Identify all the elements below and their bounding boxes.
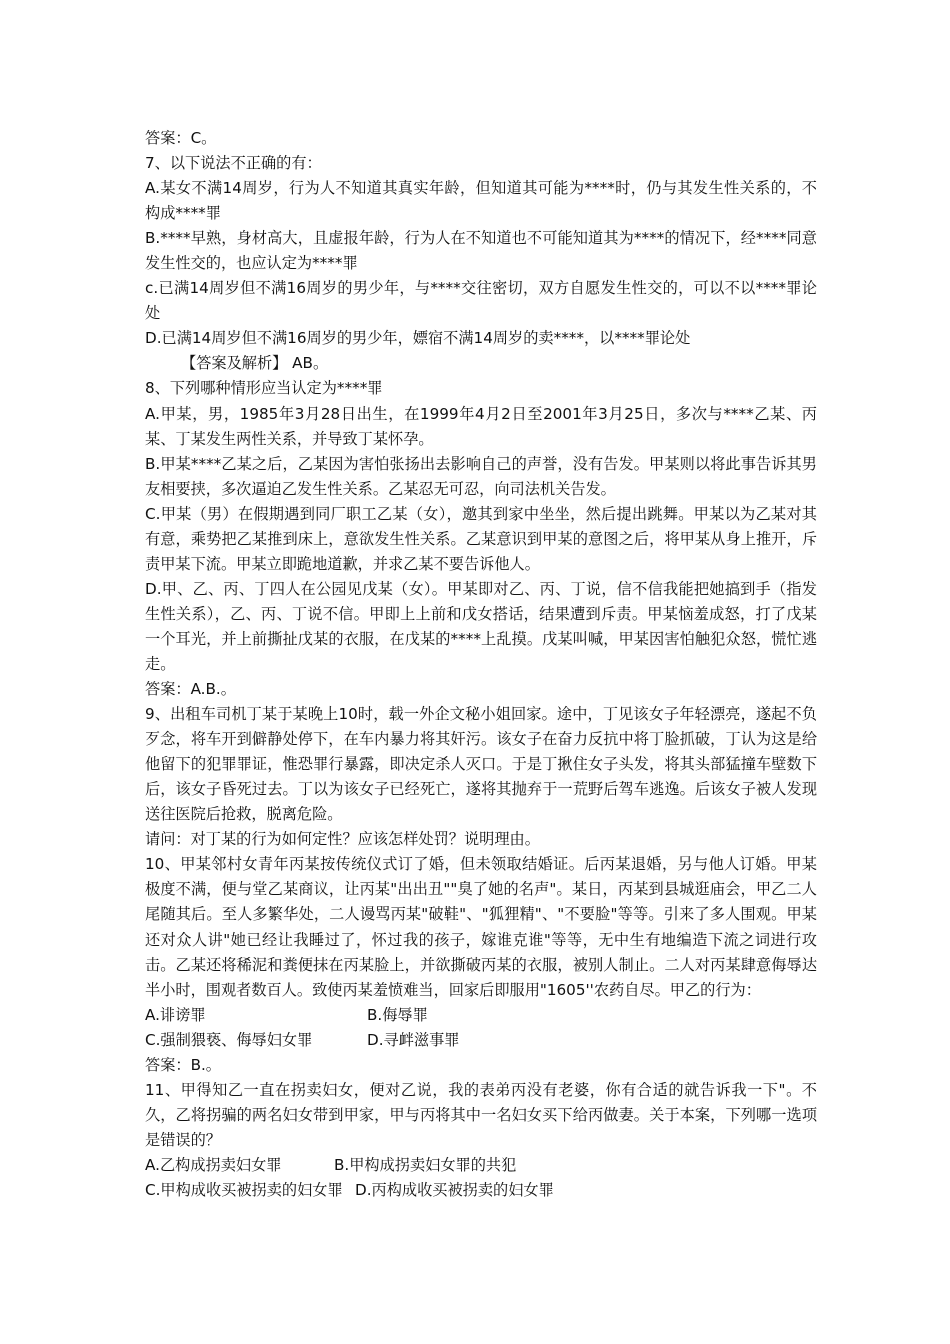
question-10-options-row-2 <box>145 1028 817 1053</box>
answer-line: 答案：C。 <box>145 129 217 147</box>
question-10-stem: 10、甲某邻村女青年丙某按传统仪式订了婚，但未领取结婚证。后丙某退婚，另与他人订婚。甲某极度不满，便与堂乙某商议，让丙某"出出丑""臭了她的名声"。某日，丙某到县城逛庙会，甲乙二人尾随其后。至人多繁华处，二人谩骂丙某"破鞋"、"狐狸精"、"不要脸"等等。引来了多人围观。甲某还对众人讲"她已经让我睡过了，怀过我的孩子，嫁谁克谁"等等，无中生有地编造下流之词进行攻击。乙某还将稀泥和粪便抹在丙某脸上，并欲撕破丙某的衣服，被别人制止。二人对丙某肆意侮辱达半小时，围观者数百人。致使丙某羞愤难当，回家后即服用"1605''农药自尽。甲乙的行为： <box>145 855 817 999</box>
question-7-option-a: A.某女不满14周岁，行为人不知道其真实年龄，但知道其可能为****时，仍与其发生性关系的，不构成****罪 <box>145 179 817 223</box>
question-8-option-d: D.甲、乙、丙、丁四人在公园见戊某（女）。甲某即对乙、丙、丁说，信不信我能把她搞到手（指发生性关系），乙、丙、丁说不信。甲即上上前和戊女搭话，结果遭到斥责。甲某恼羞成怒，打了戊某一个耳光，并上前撕扯戊某的衣服，在戊某的****上乱摸。戊某叫喊，甲某因害怕触犯众怒，慌忙逃走。 <box>145 579 817 673</box>
question-11-option-b: B.甲构成拐卖妇女罪的共犯 <box>334 1155 517 1174</box>
question-11-options-row-1 <box>145 1153 817 1178</box>
question-11-stem: 11、甲得知乙一直在拐卖妇女，便对乙说，我的表弟丙没有老婆，你有合适的就告诉我一下"。不久，乙将拐骗的两名妇女带到甲家，甲与丙将其中一名妇女买下给丙做妻。关于本案，下列哪一选项是错误的？ <box>145 1080 817 1149</box>
question-10-answer: 答案：B.。 <box>145 1055 221 1074</box>
question-10-option-c: C.强制猥亵、侮辱妇女罪 <box>145 1030 313 1049</box>
question-7-option-b: B.****早熟，身材高大，且虚报年龄，行为人在不知道也不可能知道其为****的情况下，经****同意发生性交的，也应认定为****罪 <box>145 229 817 273</box>
question-11-option-d: D.丙构成收买被拐卖的妇女罪 <box>355 1180 554 1199</box>
question-8-option-c: C.甲某（男）在假期遇到同厂职工乙某（女），邀其到家中坐坐，然后提出跳舞。甲某以为乙某对其有意，乘势把乙某推到床上，意欲发生性关系。乙某意识到甲某的意图之后，将甲某从身上推开，斥责甲某下流。甲某立即跪地道歉，并求乙某不要告诉他人。 <box>145 504 817 573</box>
question-9-question: 请问：对丁某的行为如何定性？应该怎样处罚？说明理由。 <box>145 830 540 849</box>
question-10-option-a: A.诽谤罪 <box>145 1005 206 1024</box>
question-8-answer: 答案：A.B.。 <box>145 680 236 699</box>
question-11-option-c: C.甲构成收买被拐卖的妇女罪 <box>145 1180 343 1199</box>
question-10-options-row-1 <box>145 1003 817 1028</box>
question-11-option-a: A.乙构成拐卖妇女罪 <box>145 1155 282 1174</box>
question-11-options-row-2 <box>145 1178 817 1203</box>
question-8-option-a: A.甲某，男，1985年3月28日出生，在1999年4月2日至2001年3月25日，多次与****乙某、丙某、丁某发生两性关系，并导致丁某怀孕。 <box>145 404 817 448</box>
question-7-option-d: D.已满14周岁但不满16周岁的男少年，嫖宿不满14周岁的卖****，以****罪论处 <box>145 329 691 348</box>
question-10-option-d: D.寻衅滋事罪 <box>367 1030 460 1049</box>
question-8-stem: 8、下列哪种情形应当认定为****罪 <box>145 379 383 398</box>
question-8-option-b: B.甲某****乙某之后，乙某因为害怕张扬出去影响自己的声誉，没有告发。甲某则以将此事告诉其男友相要挟，多次逼迫乙发生性关系。乙某忍无可忍，向司法机关告发。 <box>145 454 817 498</box>
question-9-stem: 9、出租车司机丁某于某晚上10时，载一外企文秘小姐回家。途中，丁见该女子年轻漂亮，遂起不负歹念，将车开到僻静处停下，在车内暴力将其奸污。该女子在奋力反抗中将丁脸抓破，丁认为这是给他留下的犯罪罪证，惟恐罪行暴露，即决定杀人灭口。于是丁揪住女子头发，将其头部猛撞车壁数下后，该女子昏死过去。丁以为该女子已经死亡，遂将其抛弃于一荒野后驾车逃逸。后该女子被人发现送往医院后抢救，脱离危险。 <box>145 705 817 824</box>
question-7-option-c: c.已满14周岁但不满16周岁的男少年，与****交往密切，双方自愿发生性交的，可以不以****罪论处 <box>145 279 817 323</box>
question-10-option-b: B.侮辱罪 <box>367 1005 428 1024</box>
question-7-answer: 【答案及解析】 AB。 <box>181 354 329 373</box>
document-page <box>145 126 817 1203</box>
question-7-stem: 7、以下说法不正确的有： <box>145 154 322 173</box>
